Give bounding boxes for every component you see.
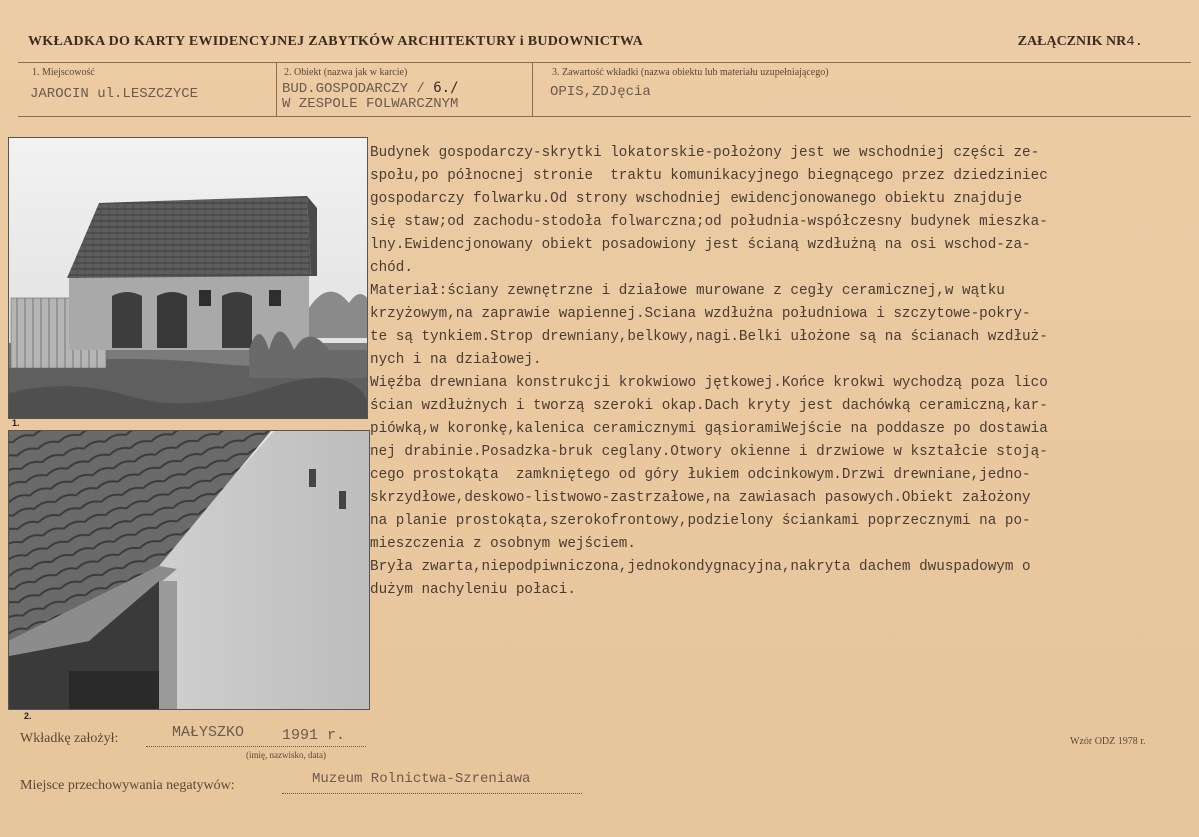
building-photo-svg [9,138,367,418]
description-line: na planie prostokąta,szerokofrontowy,podzielony ściankami poprzecznymi na po- [370,513,1031,529]
description-line: się staw;od zachodu-stodoła folwarczna;od południa-współczesny budynek mieszka- [370,214,1048,230]
created-by-label: Wkładkę założył: [20,731,119,746]
annex-label [1018,34,1143,50]
description-line: te są tynkiem.Strop drewniany,belkowy,nagi.Belki ułożone są na ścianach wzdłuż- [370,329,1048,345]
header-rule-top [18,62,1191,63]
description-line: nej drabinie.Posadzka-bruk ceglany.Otwory okienne i drzwiowe w kształcie stoją- [370,444,1048,460]
roof-detail-photo-svg [9,431,369,709]
description-line: gospodarczy folwarku.Od strony wschodniej ewidencjonowanego obiektu znajduje [370,191,1023,207]
created-by-dotline [146,746,366,747]
description-line: ścian wzdłużnych i tworzą szeroki okap.Dach kryty jest dachówką ceramiczną,kar- [370,398,1048,414]
created-by-value: MAŁYSZKO [172,724,245,741]
form-code: Wzór ODZ 1978 r. [1070,736,1146,747]
field-divider-1 [276,62,277,116]
locality-value: JAROCIN ul.LESZCZYCE [30,86,199,102]
photo-2-number: 2. [24,711,32,721]
negatives-dotline [282,793,582,794]
field-divider-2 [532,62,533,116]
description-line: lny.Ewidencjonowany obiekt posadowiony jest ścianą wzdłużną na osi wschod-za- [370,237,1031,253]
description-line: społu,po północnej stronie traktu komunikacyjnego biegnącego przez dziedziniec [370,168,1048,184]
object-number: 6./ [433,80,459,96]
description-text [370,142,1170,602]
description-line: nych i na działowej. [370,352,542,368]
description-line: cego prostokąta zamkniętego od góry łukiem odcinkowym.Drzwi drewniane,jedno- [370,467,1031,483]
negatives-value: Muzeum Rolnictwa-Szreniawa [312,771,531,787]
header-rule-bottom [18,116,1191,117]
description-line: Więźba drewniana konstrukcji krokwiowo jętkowej.Końce krokwi wychodzą poza lico [370,375,1048,391]
content-value: OPIS,ZDJęcia [550,84,651,100]
created-year: 1991 [282,727,319,744]
description-line: Budynek gospodarczy-skrytki lokatorskie-położony jest we wschodniej części ze- [370,145,1040,161]
description-line: dużym nachyleniu połaci. [370,582,576,598]
photo-roof-detail [8,430,370,710]
created-year-suffix: r. [327,727,346,744]
photo-building [8,137,368,419]
description-line: piówką,w koronkę,kalenica ceramicznymi gąsioramiWejście na poddasze po dostawia [370,421,1048,437]
description-line: Materiał:ściany zewnętrzne i działowe murowane z cegły ceramicznej,w wątku [370,283,1005,299]
description-line: chód. [370,260,413,276]
object-label: 2. Obiekt (nazwa jak w karcie) [284,67,408,78]
created-year-value [282,727,345,744]
card-title: WKŁADKA DO KARTY EWIDENCYJNEJ ZABYTKÓW ARCHITEKTURY i BUDOWNICTWA [28,34,644,49]
annex-number: 4. [1126,34,1143,50]
object-name: BUD.GOSPODARCZY / [282,81,425,97]
annex-label-text: ZAŁĄCZNIK NR [1017,34,1127,49]
object-value-line1 [282,80,459,97]
object-value-line2: W ZESPOLE FOLWARCZNYM [282,96,459,112]
description-line: skrzydłowe,deskowo-listwowo-zastrzałowe,na zawiasach pasowych.Obiekt założony [370,490,1031,506]
description-line: mieszczenia z osobnym wejściem. [370,536,636,552]
description-line: Bryła zwarta,niepodpiwniczona,jednokondygnacyjna,nakryta dachem dwuspadowym o [370,559,1031,575]
created-by-hint: (imię, nazwisko, data) [246,750,326,760]
photo-1-number: 1. [12,418,20,428]
description-line: krzyżowym,na zaprawie wapiennej.Sciana wzdłużna południowa i szczytowe-pokry- [370,306,1031,322]
negatives-label: Miejsce przechowywania negatywów: [20,778,235,793]
content-label: 3. Zawartość wkładki (nazwa obiektu lub materiału uzupełniającego) [552,67,829,78]
locality-label: 1. Miejscowość [32,67,95,78]
